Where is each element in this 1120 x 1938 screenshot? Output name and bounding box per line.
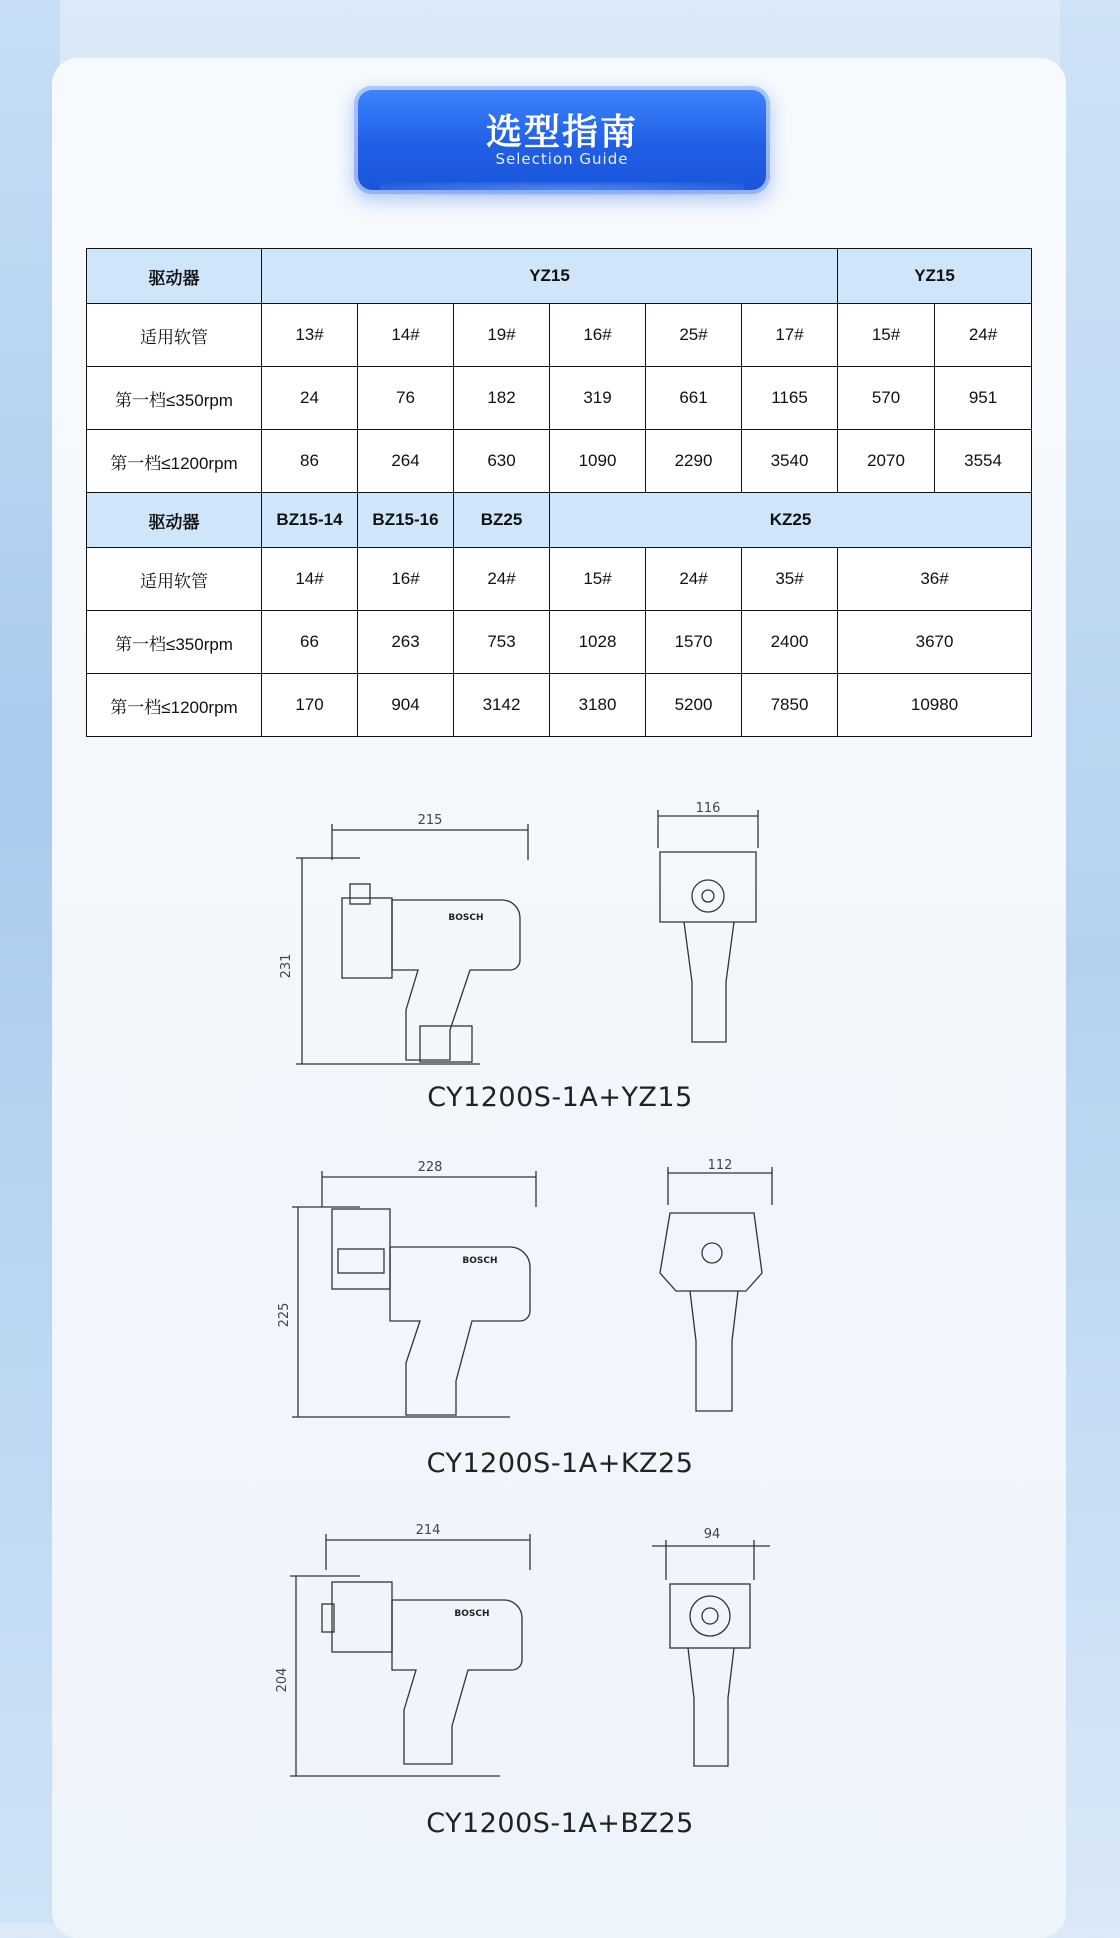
title-en: Selection Guide	[495, 150, 629, 168]
table-cell: 36#	[838, 548, 1032, 611]
brand-label: BOSCH	[454, 1609, 490, 1619]
drawing-yz15	[280, 800, 820, 1075]
table-cell: 7850	[742, 674, 838, 737]
front-dimension: 112	[707, 1158, 733, 1173]
table-cell: 24#	[454, 548, 550, 611]
row-label-hose: 适用软管	[87, 304, 262, 367]
table-cell: 16#	[358, 548, 454, 611]
table-row	[87, 249, 1032, 304]
row-label-gear1200: 第一档≤1200rpm	[87, 430, 262, 493]
table-cell: 2290	[646, 430, 742, 493]
table-cell: 3180	[550, 674, 646, 737]
table-cell: 570	[838, 367, 935, 430]
brand-label: BOSCH	[462, 1256, 498, 1266]
title-zh: 选型指南	[485, 112, 638, 153]
table-row	[87, 548, 1032, 611]
driver-cell: BZ15-16	[358, 493, 454, 548]
selection-table	[86, 248, 1032, 737]
front-dimension: 116	[695, 801, 721, 816]
table-cell: 1028	[550, 611, 646, 674]
caption-bz25: CY1200S-1A+BZ25	[426, 1808, 694, 1839]
table-cell: 2400	[742, 611, 838, 674]
background-left	[0, 0, 60, 1923]
table-cell: 3670	[838, 611, 1032, 674]
table-cell: 24	[262, 367, 358, 430]
row-label-gear350: 第一档≤350rpm	[87, 611, 262, 674]
table-cell: 630	[454, 430, 550, 493]
table-cell: 66	[262, 611, 358, 674]
table-cell: 5200	[646, 674, 742, 737]
table-cell: 951	[935, 367, 1032, 430]
table-cell: 10980	[838, 674, 1032, 737]
table-cell: 1570	[646, 611, 742, 674]
driver-cell: YZ15	[262, 249, 838, 304]
table-cell: 3554	[935, 430, 1032, 493]
table-cell: 16#	[550, 304, 646, 367]
table-cell: 24#	[646, 548, 742, 611]
table-cell: 263	[358, 611, 454, 674]
row-label-gear350: 第一档≤350rpm	[87, 367, 262, 430]
table-cell: 15#	[838, 304, 935, 367]
table-cell: 170	[262, 674, 358, 737]
table-cell: 182	[454, 367, 550, 430]
table-cell: 19#	[454, 304, 550, 367]
table-row	[87, 493, 1032, 548]
table-row	[87, 430, 1032, 493]
brand-label: BOSCH	[448, 913, 484, 923]
table-cell: 14#	[358, 304, 454, 367]
table-cell: 76	[358, 367, 454, 430]
title-banner	[354, 86, 770, 194]
table-cell: 1165	[742, 367, 838, 430]
table-cell: 904	[358, 674, 454, 737]
driver-cell: BZ15-14	[262, 493, 358, 548]
title-glow	[380, 182, 744, 196]
driver-cell: YZ15	[838, 249, 1032, 304]
table-cell: 661	[646, 367, 742, 430]
background-right	[1060, 0, 1120, 1923]
table-cell: 14#	[262, 548, 358, 611]
caption-yz15: CY1200S-1A+YZ15	[427, 1082, 693, 1113]
table-cell: 3142	[454, 674, 550, 737]
table-cell: 25#	[646, 304, 742, 367]
row-label-gear1200: 第一档≤1200rpm	[87, 674, 262, 737]
row-label-hose: 适用软管	[87, 548, 262, 611]
table-row	[87, 367, 1032, 430]
table-cell: 3540	[742, 430, 838, 493]
table-cell: 15#	[550, 548, 646, 611]
table-row	[87, 611, 1032, 674]
driver-cell: BZ25	[454, 493, 550, 548]
table-row	[87, 674, 1032, 737]
width-dimension: 214	[415, 1523, 441, 1538]
table-cell: 13#	[262, 304, 358, 367]
row-label-driver: 驱动器	[87, 249, 262, 304]
caption-kz25: CY1200S-1A+KZ25	[426, 1448, 694, 1479]
table-cell: 319	[550, 367, 646, 430]
table-cell: 35#	[742, 548, 838, 611]
table-row	[87, 304, 1032, 367]
row-label-driver: 驱动器	[87, 493, 262, 548]
table-cell: 2070	[838, 430, 935, 493]
width-dimension: 228	[417, 1160, 443, 1175]
height-dimension: 204	[275, 1667, 290, 1693]
table-cell: 1090	[550, 430, 646, 493]
table-cell: 17#	[742, 304, 838, 367]
height-dimension: 231	[279, 953, 294, 979]
table-cell: 24#	[935, 304, 1032, 367]
front-dimension: 94	[703, 1527, 721, 1542]
driver-cell: KZ25	[550, 493, 1032, 548]
table-cell: 86	[262, 430, 358, 493]
drawing-kz25	[277, 1155, 820, 1430]
width-dimension: 215	[417, 813, 443, 828]
table-cell: 753	[454, 611, 550, 674]
height-dimension: 225	[277, 1302, 292, 1328]
table-cell: 264	[358, 430, 454, 493]
drawing-bz25	[275, 1520, 820, 1780]
